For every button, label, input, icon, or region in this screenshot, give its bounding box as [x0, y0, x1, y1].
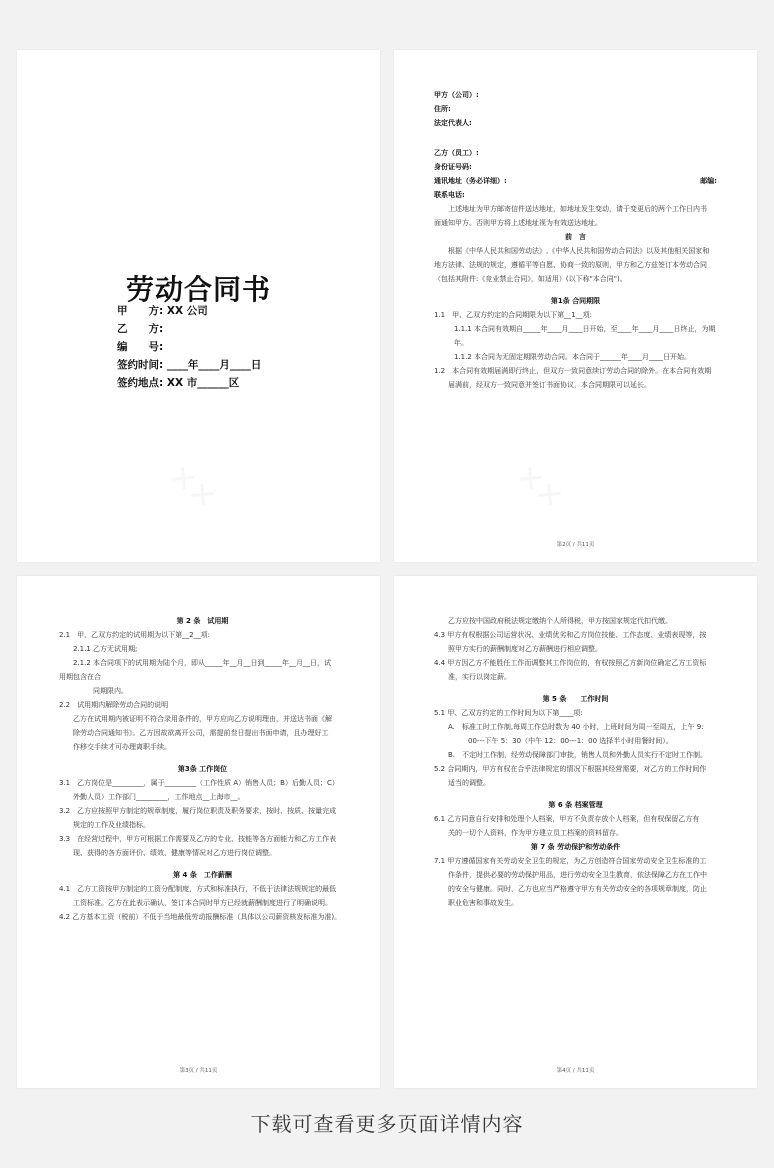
- text-line: 作移交手续才可办理离职手续。: [73, 743, 171, 751]
- text-line: 现、获得的各方面评价、绩效、健康等情况对乙方进行岗位调整。: [73, 849, 276, 857]
- text-line: 面通知甲方。否则甲方将上述地址视为有效送达地址。: [434, 219, 602, 227]
- section-heading: 第 6 条 档案管理: [548, 801, 603, 809]
- section-heading: 前 言: [565, 233, 586, 241]
- text-line: 1.1 甲、乙双方约定的合同期限为以下第__1__项:: [434, 311, 592, 319]
- text-line: 甲方（公司）:: [434, 91, 479, 99]
- text-line: 规定的工作及业绩指标。: [73, 821, 150, 829]
- cover-party-a: 甲 方: XX 公司: [117, 305, 208, 317]
- text-line: 外勤人员）工作部门_________，工作地点__上海市__。: [73, 793, 245, 801]
- text-line: 5.1 甲、乙双方约定的工作时间为以下第____项:: [434, 709, 583, 717]
- text-line: 准，实行以岗定薪。: [448, 673, 511, 681]
- cover-sign-place: 签约地点: XX 市______区: [117, 377, 240, 389]
- cover-number: 编 号:: [117, 341, 164, 353]
- page-2-body: [434, 88, 717, 392]
- postcode-label: 邮编:: [700, 177, 717, 185]
- spacer: [59, 860, 346, 868]
- text-line: 5.2 合同期内，甲方有权在合乎法律规定的情况下根据其经营需要，对乙方的工作时间作: [434, 765, 707, 773]
- text-line: 除劳动合同通知书》。乙方因故欲离开公司，需提前叁日提出书面申请，且办理好工: [73, 729, 329, 737]
- text-line: 4.2 乙方基本工资（税前）不低于当地最低劳动报酬标准（具体以公司薪资核发标准为准)。: [59, 913, 342, 921]
- section-heading: 第 5 条 工作时间: [542, 695, 609, 703]
- text-line: 6.1 乙方同意自行安排和处理个人档案，甲方不负责存放个人档案，但有权保留乙方有: [434, 815, 700, 823]
- page-4-body: [434, 614, 717, 910]
- text-line: 适当的调整。: [448, 779, 490, 787]
- text-line: 用期包含在合: [59, 673, 101, 681]
- address-label: 通讯地址（务必详细）:: [434, 177, 507, 185]
- section-heading: 第 7 条 劳动保护和劳动条件: [530, 843, 621, 851]
- text-line: 根据《中华人民共和国劳动法》,《中华人民共和国劳动合同法》以及其他相关国家和: [448, 247, 710, 255]
- text-line: 7.1 甲方遵循国家有关劳动安全卫生的规定，为乙方创造符合国家劳动安全卫生标准的工: [434, 857, 707, 865]
- text-line: 乙方应按中国政府税法规定缴纳个人所得税，甲方按国家规定代扣代缴。: [448, 617, 672, 625]
- section-heading: 第3条 工作岗位: [177, 765, 228, 773]
- text-line: 3.1 乙方岗位是_________，属于_________（工作性质 A）销售人员；B）后勤人员；C）: [59, 779, 339, 787]
- text-line: 2.1.2 本合同项下的试用期为陆个月，即从_____年__月__日到_____年__月__日，试: [73, 659, 332, 667]
- text-line: 00---下午 5：30（中午 12：00---1：00 选择半小时用餐时间）。: [454, 737, 673, 745]
- text-line: 照甲方实行的薪酬制度对乙方薪酬进行相应调整。: [448, 645, 602, 653]
- spacer: [434, 684, 717, 692]
- text-line: 4.4 甲方因乙方不能胜任工作而调整其工作岗位的，有权按照乙方新岗位确定乙方工资标: [434, 659, 707, 667]
- watermark: [162, 458, 223, 517]
- download-caption: 下载可查看更多页面详情内容: [250, 1112, 524, 1136]
- cover-page: [17, 50, 380, 562]
- text-line: 住所:: [434, 105, 451, 113]
- text-line: 2.1 甲、乙双方约定的试用期为以下第__2__项:: [59, 631, 210, 639]
- text-line: A. 标准工时工作制,每周工作总时数为 40 小时，上班时间为周一至周五，上午 9:: [448, 723, 704, 731]
- text-line: 同期限内。: [79, 687, 128, 695]
- text-line: 2.2 试用期内解除劳动合同的说明: [59, 701, 169, 709]
- spacer: [434, 130, 717, 146]
- text-line: 2.1.1 乙方无试用期;: [73, 645, 138, 653]
- cover-party-b: 乙 方:: [117, 323, 164, 335]
- text-line: 乙方在试用期内被证明不符合录用条件的，甲方应向乙方说明理由，并送达书面《解: [73, 715, 332, 723]
- text-line: 3.3 在经营过程中，甲方可根据工作需要及乙方的专业、技能等各方面能力和乙方工作表: [59, 835, 337, 843]
- text-line: B. 不定时工作制，经劳动保障部门审批，销售人员和外勤人员实行不定时工作制。: [448, 751, 708, 759]
- text-line: 的安全与健康。同时，乙方也应当严格遵守甲方有关劳动安全的各项规章制度，防止: [448, 885, 707, 893]
- section-heading: 第 2 条 试用期: [176, 617, 229, 625]
- text-line: 工资标准。乙方在此表示确认，签订本合同时甲方已经就薪酬制度进行了明确说明。: [73, 899, 332, 907]
- text-line: 届满前，经双方一致同意并签订书面协议，本合同期限可以延长。: [448, 381, 651, 389]
- text-line: 身份证号码:: [434, 163, 472, 171]
- spacer: [59, 754, 346, 762]
- text-line: 4.3 甲方有权根据公司运营状况、业绩优劣和乙方岗位技能、工作态度、业绩表现等，按: [434, 631, 707, 639]
- page-4: [394, 576, 757, 1088]
- text-line: 3.2 乙方应按照甲方制定的规章制度，履行岗位职责及职务要求，按时、按质、按量完成: [59, 807, 337, 815]
- page-2: [394, 50, 757, 562]
- text-line: 地方法律、法规的规定，遵循平等自愿、协商一致的原则，甲方和乙方兹签订本劳动合同: [434, 261, 707, 269]
- text-line: 关的一切个人资料，作为甲方建立员工档案的资料留存。: [448, 829, 623, 837]
- page-2-footer: 第2页 / 共11页: [556, 542, 595, 548]
- spacer: [434, 790, 717, 798]
- section-heading: 第1条 合同期限: [550, 297, 601, 305]
- text-line: 乙方（员工）:: [434, 149, 479, 157]
- page-3: [17, 576, 380, 1088]
- page-3-body: [59, 614, 346, 924]
- watermark: [509, 458, 570, 517]
- section-heading: 第 4 条 工作薪酬: [173, 871, 232, 879]
- text-line: 作条件，提供必要的劳动保护用品，进行劳动安全卫生教育，依法保障乙方在工作中: [448, 871, 707, 879]
- text-line: 职业危害和事故发生。: [448, 899, 518, 907]
- text-line: 上述地址为甲方邮寄信件送达地址，如地址发生变动，请于变更后的两个工作日内书: [448, 205, 707, 213]
- text-line: 法定代表人:: [434, 119, 472, 127]
- spacer: [434, 286, 717, 294]
- cover-info: [117, 302, 357, 392]
- text-line: 1.1.2 本合同为无固定期限劳动合同。本合同于______年____月____日开始。: [454, 353, 692, 361]
- cover-sign-date: 签约时间: ____年____月____日: [117, 359, 262, 371]
- page-3-footer: 第3页 / 共11页: [179, 1068, 218, 1074]
- document-title: 劳动合同书: [125, 273, 271, 306]
- text-line: 4.1 乙方工资按甲方制定的工资分配制度，方式和标准执行，不低于法律法规规定的最低: [59, 885, 337, 893]
- page-4-footer: 第4页 / 共11页: [556, 1068, 595, 1074]
- text-line: 1.1.1 本合同有效期自_____年____月____日开始，至____年____月____日终止，为期: [454, 325, 716, 333]
- text-line: 1.2 本合同有效期届满即行终止，但双方一致同意续订劳动合同的除外。在本合同有效期: [434, 367, 712, 375]
- text-line: [434, 174, 717, 188]
- text-line: （包括其附件:《竞业禁止合同》，如适用）(以下称"本合同")。: [434, 275, 627, 283]
- text-line: 联系电话:: [434, 191, 465, 199]
- text-line: 年。: [454, 339, 468, 347]
